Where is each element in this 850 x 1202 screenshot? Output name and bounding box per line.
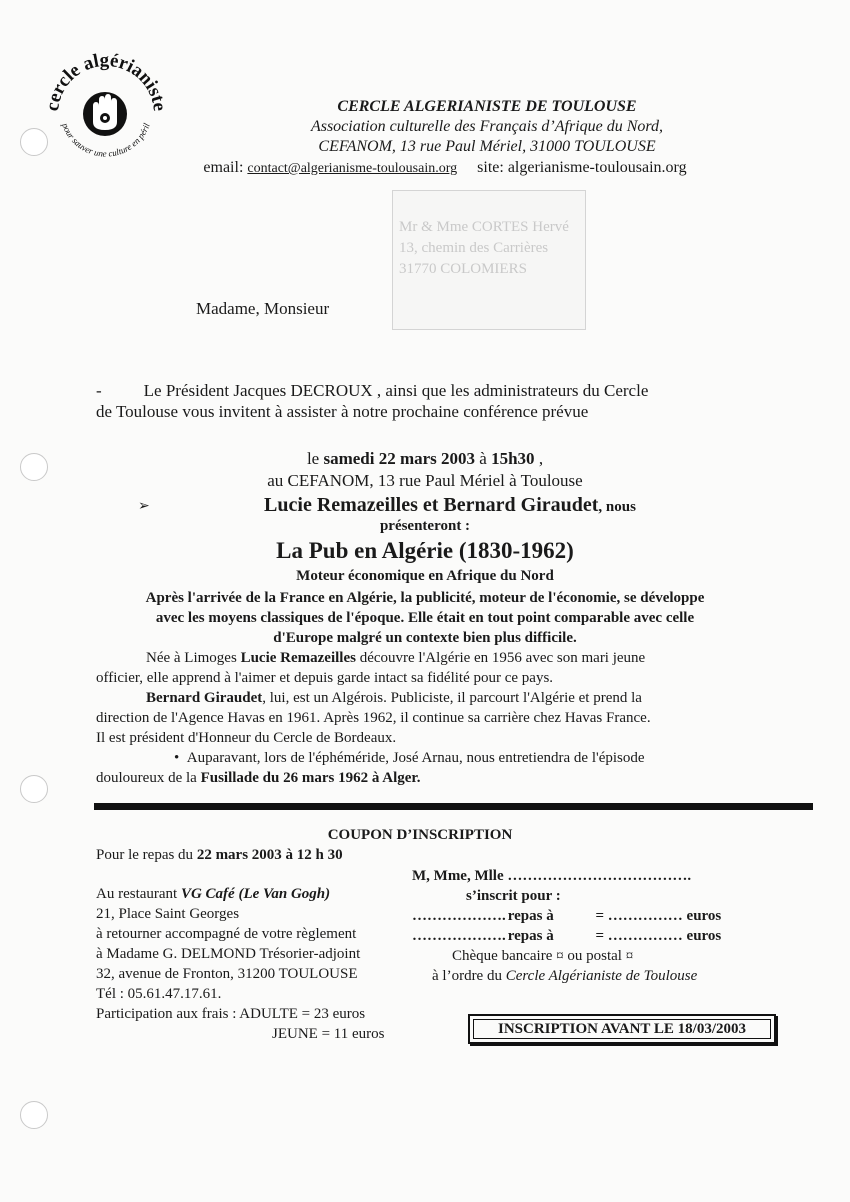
coupon-meal (96, 845, 343, 865)
order-name: Cercle Algérianiste de Toulouse (505, 968, 698, 984)
date-value: samedi 22 mars 2003 (323, 449, 476, 468)
summary-line: d'Europe malgré un contexte bien plus difficile. (273, 630, 577, 646)
meal-count-row (412, 926, 742, 946)
payment-method[interactable]: Chèque bancaire ¤ ou postal ¤ (452, 948, 634, 964)
treasurer-name: à Madame G. DELMOND Trésorier-adjoint (96, 946, 361, 962)
restaurant-address: 21, Place Saint Georges (96, 906, 240, 922)
presenteront: présenteront : (379, 518, 471, 534)
letterhead (160, 97, 730, 179)
deadline-text: INSCRIPTION AVANT LE 18/03/2003 (498, 1021, 746, 1037)
dot-bullet-icon: • (174, 750, 180, 766)
conference-title: La Pub en Algérie (1830-1962) (276, 538, 574, 563)
hand-emblem-icon (83, 92, 127, 136)
meal-total-field[interactable]: = …………… euros (595, 908, 722, 924)
bio1-name: Lucie Remazeilles (240, 650, 356, 666)
speakers-suffix: , nous (598, 499, 636, 515)
inscrit-label: s’inscrit pour : (466, 888, 561, 904)
price-adult: Participation aux frais : ADULTE = 23 euros (96, 1006, 366, 1022)
greeting: Madame, Monsieur (196, 299, 330, 318)
bio1-line-2: officier, elle apprend à l'aimer et depuis garde intact sa fidélité pour ce pays. (96, 670, 554, 686)
ephemeride-text: douloureux de la (96, 770, 201, 786)
recipient-street: 13, chemin des Carrières (399, 240, 549, 256)
email-link[interactable]: contact@algerianisme-toulousain.org (247, 161, 458, 176)
meal-count-row (412, 906, 742, 926)
meal-total-field[interactable]: = …………… euros (595, 928, 722, 944)
site-link[interactable]: algerianisme-toulousain.org (507, 159, 687, 176)
deadline-box (468, 1014, 776, 1044)
contact-line (160, 158, 730, 179)
logo-arc-bottom: pour sauver une culture en péril (60, 121, 152, 159)
time-value: 15h30 (491, 449, 535, 468)
recipient-name: Mr & Mme CORTES Hervé (399, 219, 569, 235)
ephemeride-event: Fusillade du 26 mars 1962 à Alger. (200, 770, 421, 786)
org-subtitle: Association culturelle des Français d’Afrique du Nord, (310, 118, 664, 135)
date-prefix: le (306, 449, 320, 468)
event-place: au CEFANOM, 13 rue Paul Mériel à Toulouse (267, 471, 583, 490)
cercle-algerianiste-logo (38, 40, 172, 174)
registrant-name-field[interactable]: M, Mme, Mlle ………………………………. (412, 868, 692, 884)
restaurant-name: VG Café (Le Van Gogh) (180, 886, 331, 902)
bio2-line-3: Il est président d'Honneur du Cercle de Bordeaux. (96, 730, 397, 746)
recipient-address-window (392, 190, 586, 330)
bio1-text: Née à Limoges (146, 650, 241, 666)
email-label: email: (203, 159, 244, 176)
meal-count-field[interactable]: ………………. (412, 908, 506, 924)
date-suffix: , (538, 449, 544, 468)
conference-summary (0, 588, 850, 648)
ephemeride-text: Auparavant, lors de l'éphéméride, José Arnau, nous entretiendra de l'épisode (186, 750, 645, 766)
price-youth: JEUNE = 11 euros (272, 1026, 385, 1042)
bio2-name: Bernard Giraudet (146, 690, 263, 706)
coupon-heading: COUPON D’INSCRIPTION (327, 827, 513, 843)
intro-line-1: Le Président Jacques DECROUX , ainsi que les administrateurs du Cercle (143, 381, 649, 400)
meal-count-label: repas à (507, 928, 554, 944)
treasurer-address: 32, avenue de Fronton, 31200 TOULOUSE (96, 966, 358, 982)
bio1-text: découvre l'Algérie en 1956 avec son mari jeune (355, 650, 646, 666)
meal-count-label: repas à (507, 908, 554, 924)
arrow-bullet-icon: ➢ (138, 499, 150, 514)
punch-hole (20, 775, 48, 803)
meal-prefix: Pour le repas du (96, 847, 197, 863)
section-divider (94, 803, 813, 810)
restaurant-prefix: Au restaurant (96, 886, 181, 902)
order-prefix: à l’ordre du (432, 968, 506, 984)
bio2-text: , lui, est un Algérois. Publiciste, il parcourt l'Algérie et prend la (262, 690, 642, 706)
intro-line-2: de Toulouse vous invitent à assister à notre prochaine conférence prévue (96, 402, 589, 421)
meal-date: 22 mars 2003 à 12 h 30 (196, 847, 343, 863)
org-address: CEFANOM, 13 rue Paul Mériel, 31000 TOULOUSE (318, 138, 656, 155)
conference-subtitle: Moteur économique en Afrique du Nord (296, 568, 554, 584)
return-instruction: à retourner accompagné de votre règlement (96, 926, 357, 942)
punch-hole (20, 1101, 48, 1129)
intro-dash: - (96, 381, 102, 400)
payment-order (432, 966, 697, 986)
site-label: site: (477, 159, 504, 176)
intro-paragraph (96, 380, 816, 422)
meal-count-field[interactable]: ………………. (412, 928, 506, 944)
date-mid: à (479, 449, 487, 468)
summary-line: avec les moyens classiques de l'époque. Elle était en tout point comparable avec celle (155, 610, 695, 626)
bio2-line-2: direction de l'Agence Havas en 1961. Après 1962, il continue sa carrière chez Havas France. (96, 710, 651, 726)
treasurer-phone: Tél : 05.61.47.17.61. (96, 986, 222, 1002)
logo-arc-top: cercle algérianiste (42, 49, 170, 113)
speakers-line (0, 494, 850, 517)
speakers-names: Lucie Remazeilles et Bernard Giraudet (264, 494, 599, 516)
speaker-bios (96, 648, 816, 788)
org-name: CERCLE ALGERIANISTE DE TOULOUSE (337, 98, 637, 115)
summary-line: Après l'arrivée de la France en Algérie, la publicité, moteur de l'économie, se développe (145, 590, 705, 606)
coupon-left-column (96, 884, 416, 1044)
event-date (0, 448, 850, 469)
recipient-city: 31770 COLOMIERS (399, 261, 527, 277)
